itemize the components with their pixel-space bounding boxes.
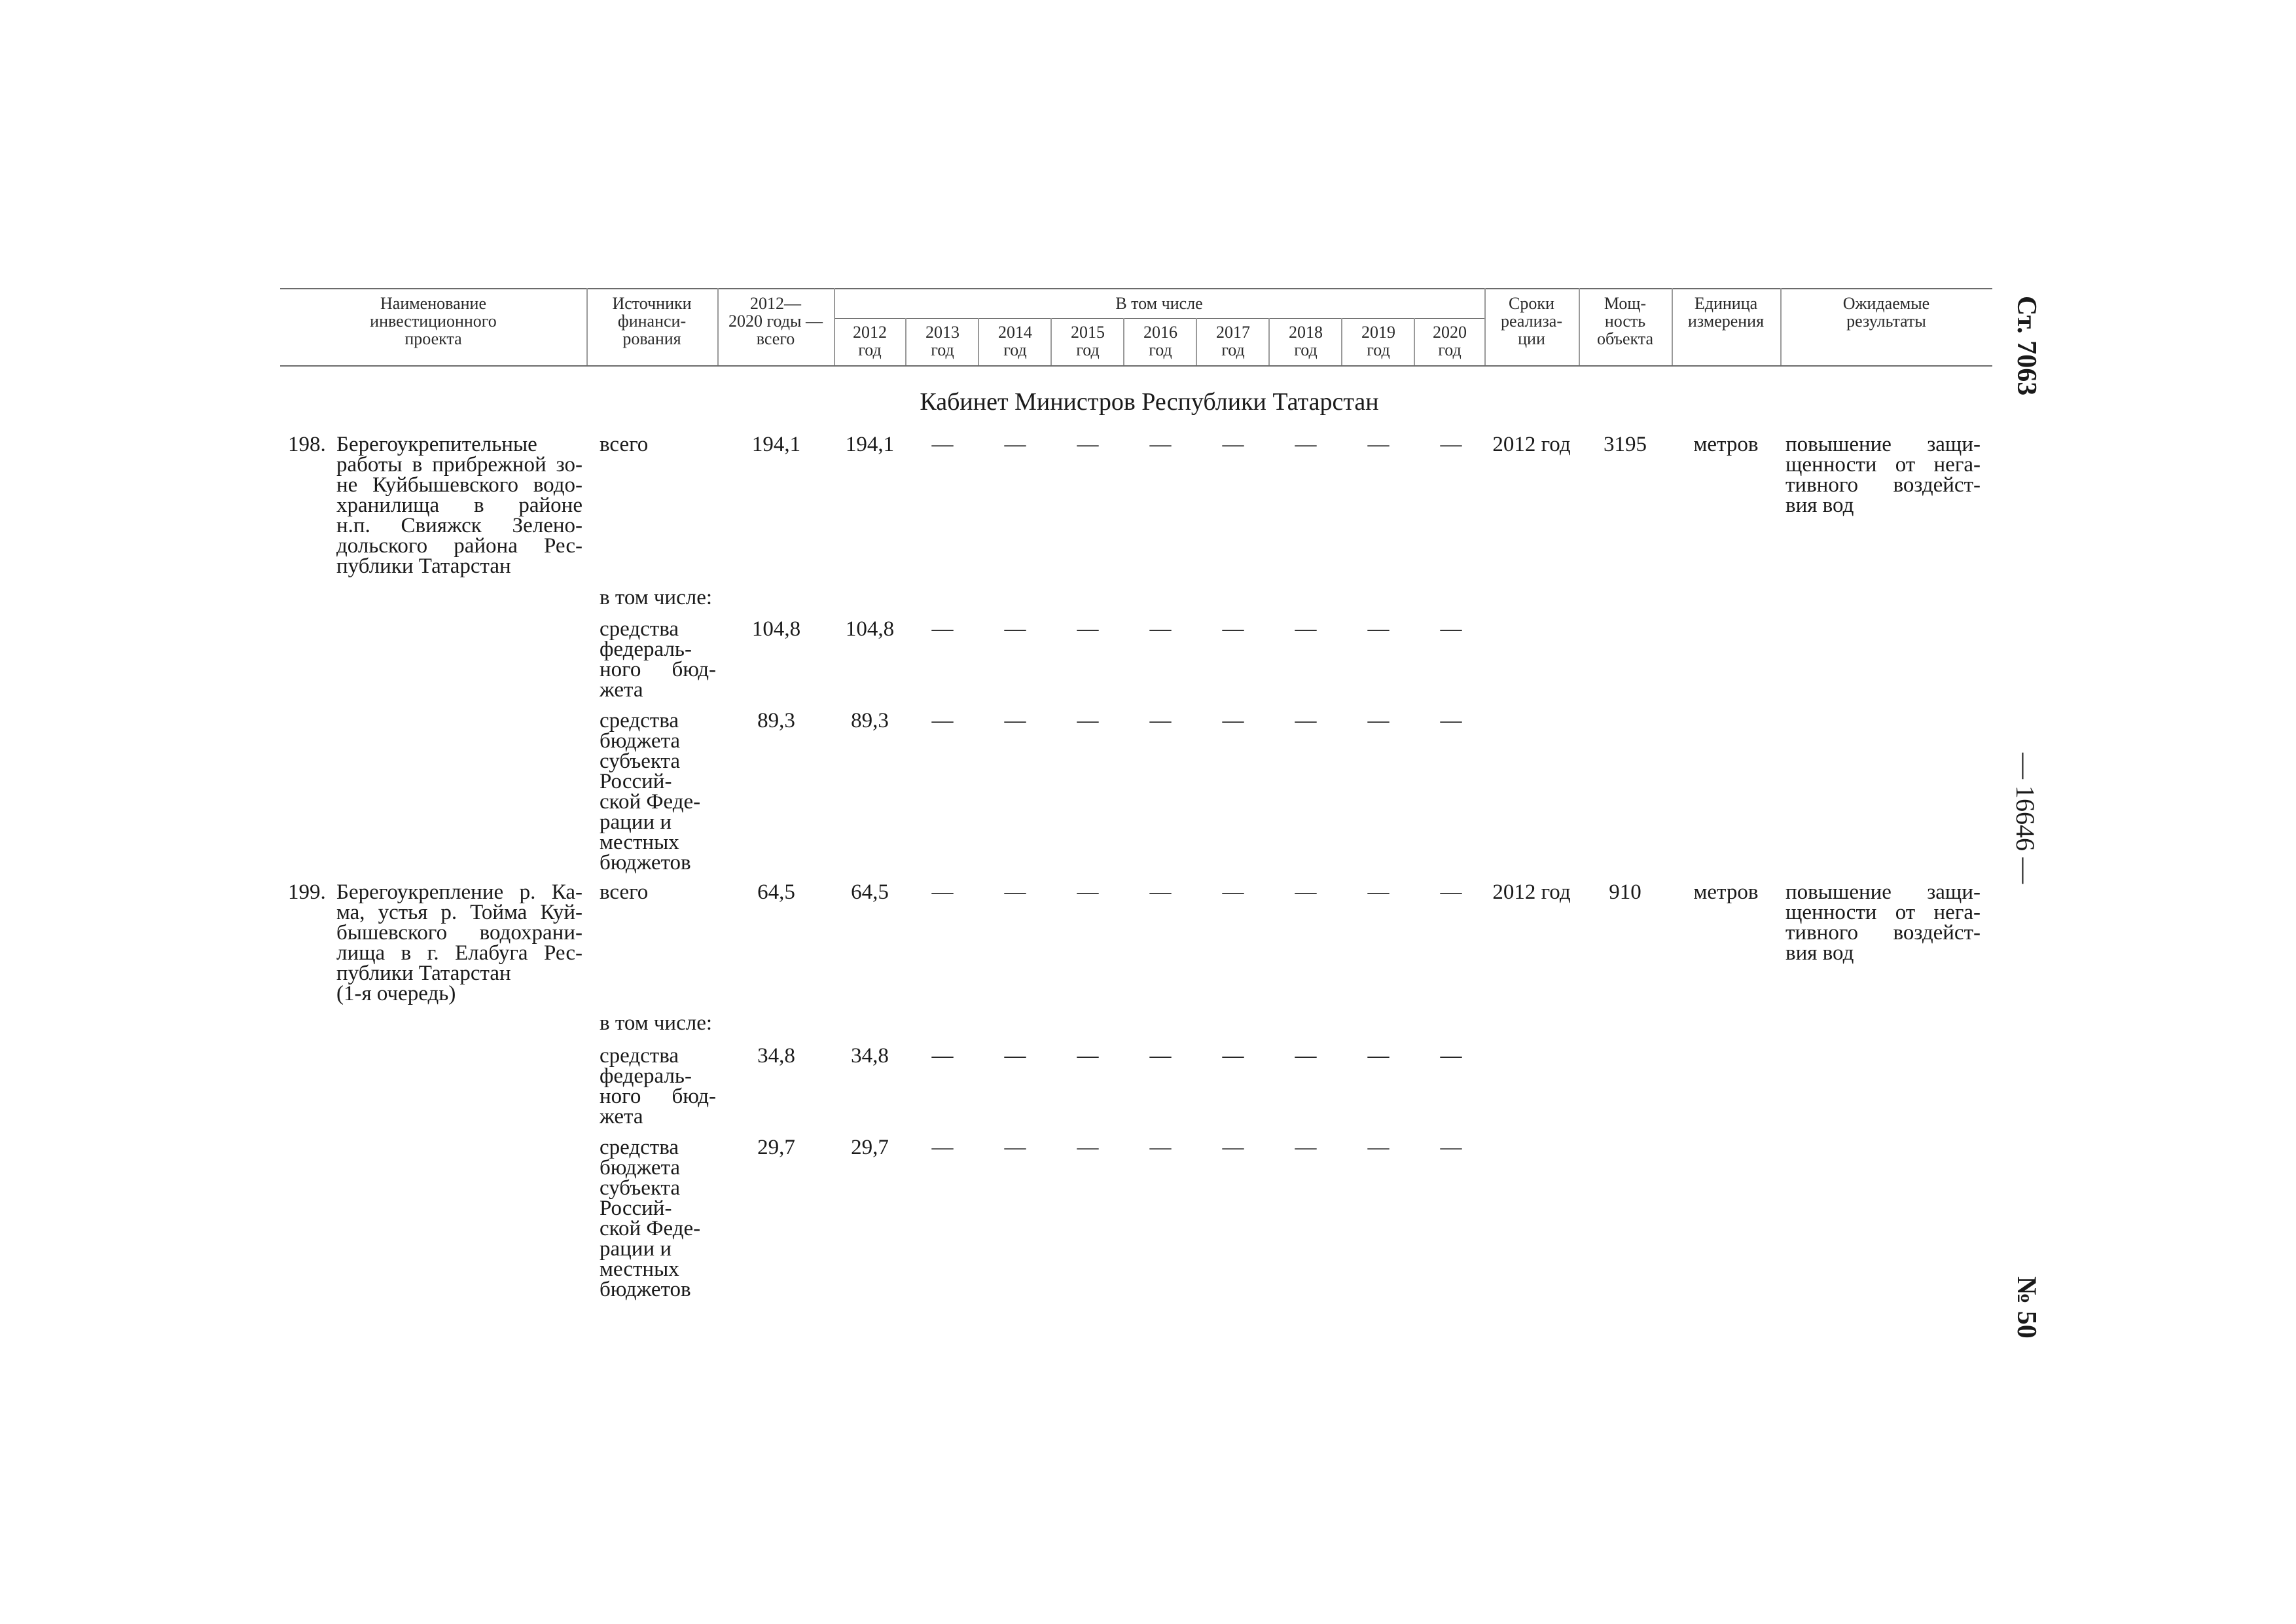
year-2020-value: — — [1440, 880, 1462, 904]
year-2013-value: — — [931, 1044, 954, 1068]
year-2013-value: — — [931, 709, 954, 732]
year-2018-value: — — [1295, 617, 1317, 641]
header-terms: Сроки реализа- ции — [1501, 294, 1562, 348]
page-number: — 16646 — — [2011, 753, 2040, 884]
year-2013-value: — — [931, 433, 954, 456]
source-regional: средства бюджета субъекта Россий- ской Феде- рации и местных бюджетов — [600, 709, 701, 875]
year-2016-value: — — [1149, 1136, 1172, 1159]
year-2013-value: — — [931, 1136, 954, 1159]
year-2017-value: — — [1222, 617, 1244, 641]
project-name: Берегоукрепление р. Ка- ма, устья р. Тойма Куй- бышевского водохрани- лища в г. Елабуга Рес- публики Татарстан (1-я очередь) — [336, 880, 583, 1005]
unit-value: метров — [1693, 880, 1759, 904]
year-2018-value: — — [1295, 880, 1317, 904]
year-2015-value: — — [1077, 617, 1099, 641]
term-value: 2012 год — [1492, 433, 1571, 456]
year-2016-value: — — [1149, 1044, 1172, 1068]
header-year-2016: 2016 год — [1143, 323, 1177, 359]
year-2015-value: — — [1077, 1136, 1099, 1159]
header-year-2017: 2017 год — [1216, 323, 1250, 359]
year-2018-value: — — [1295, 1136, 1317, 1159]
capacity-value: 3195 — [1604, 433, 1647, 456]
header-unit: Единица измерения — [1687, 294, 1765, 331]
source-federal: средства федераль- ного бюд- жета — [600, 1044, 716, 1128]
year-2012-value: 29,7 — [851, 1136, 889, 1159]
expected-result: повышение защи- щенности от нега- тивного воздейст- вия вод — [1785, 433, 1981, 517]
year-2014-value: — — [1004, 433, 1026, 456]
year-2020-value: — — [1440, 617, 1462, 641]
header-results: Ожидаемые результаты — [1842, 294, 1930, 331]
year-2016-value: — — [1149, 709, 1172, 732]
header-year-2013: 2013 год — [925, 323, 960, 359]
year-2012-value: 104,8 — [845, 617, 895, 641]
source-total: всего — [600, 880, 649, 904]
year-2014-value: — — [1004, 1136, 1026, 1159]
header-bottom-rule — [280, 365, 1992, 367]
issue-number: № 50 — [2011, 1276, 2041, 1339]
year-2014-value: — — [1004, 1044, 1026, 1068]
year-2014-value: — — [1004, 709, 1026, 732]
years-divider-rule — [834, 318, 1484, 319]
header-top-rule — [280, 288, 1992, 289]
year-2016-value: — — [1149, 433, 1172, 456]
project-name: Берегоукрепительные работы в прибрежной зо- не Куйбышевского водо- хранилища в районе н.п. Свияжск Зелено- дольского района Рес- публики Татарстан — [336, 433, 583, 578]
year-2019-value: — — [1367, 617, 1390, 641]
source-federal: средства федераль- ного бюд- жета — [600, 617, 716, 702]
year-2012-value: 34,8 — [851, 1044, 889, 1068]
year-2015-value: — — [1077, 880, 1099, 904]
year-2013-value: — — [931, 617, 954, 641]
year-2019-value: — — [1367, 433, 1390, 456]
year-2017-value: — — [1222, 709, 1244, 732]
year-2020-value: — — [1440, 1044, 1462, 1068]
header-year-2018: 2018 год — [1289, 323, 1323, 359]
project-number: 199. — [288, 880, 326, 904]
year-2017-value: — — [1222, 1136, 1244, 1159]
year-2020-value: — — [1440, 709, 1462, 732]
total-value: 194,1 — [751, 433, 801, 456]
total-value: 29,7 — [757, 1136, 795, 1159]
header-including: В том числе — [1115, 294, 1203, 313]
header-total: 2012— 2020 годы — всего — [728, 294, 823, 348]
header-year-2019: 2019 год — [1361, 323, 1395, 359]
year-2012-value: 64,5 — [851, 880, 889, 904]
year-2018-value: — — [1295, 1044, 1317, 1068]
year-2013-value: — — [931, 880, 954, 904]
including-label: в том числе: — [600, 586, 713, 609]
year-2017-value: — — [1222, 433, 1244, 456]
year-2020-value: — — [1440, 433, 1462, 456]
year-2015-value: — — [1077, 1044, 1099, 1068]
year-2016-value: — — [1149, 880, 1172, 904]
year-2017-value: — — [1222, 1044, 1244, 1068]
year-2017-value: — — [1222, 880, 1244, 904]
year-2018-value: — — [1295, 433, 1317, 456]
header-name: Наименование инвестиционного проекта — [370, 294, 497, 348]
year-2015-value: — — [1077, 433, 1099, 456]
including-label: в том числе: — [600, 1011, 713, 1035]
header-year-2014: 2014 год — [998, 323, 1032, 359]
header-year-2015: 2015 год — [1071, 323, 1105, 359]
total-value: 104,8 — [751, 617, 801, 641]
year-2015-value: — — [1077, 709, 1099, 732]
year-2020-value: — — [1440, 1136, 1462, 1159]
article-number: Ст. 7063 — [2011, 296, 2041, 396]
capacity-value: 910 — [1609, 880, 1641, 904]
expected-result: повышение защи- щенности от нега- тивного воздейст- вия вод — [1785, 880, 1981, 965]
year-2019-value: — — [1367, 1136, 1390, 1159]
header-sources: Источники финанси- рования — [612, 294, 692, 348]
year-2019-value: — — [1367, 1044, 1390, 1068]
total-value: 89,3 — [757, 709, 795, 732]
section-title: Кабинет Министров Республики Татарстан — [920, 388, 1379, 416]
year-2014-value: — — [1004, 617, 1026, 641]
term-value: 2012 год — [1492, 880, 1571, 904]
project-number: 198. — [288, 433, 326, 456]
source-regional: средства бюджета субъекта Россий- ской Феде- рации и местных бюджетов — [600, 1136, 701, 1301]
header-year-2012: 2012 год — [853, 323, 887, 359]
year-2012-value: 194,1 — [845, 433, 895, 456]
year-2018-value: — — [1295, 709, 1317, 732]
year-2019-value: — — [1367, 709, 1390, 732]
year-2016-value: — — [1149, 617, 1172, 641]
unit-value: метров — [1693, 433, 1759, 456]
header-capacity: Мощ- ность объекта — [1596, 294, 1654, 348]
header-year-2020: 2020 год — [1433, 323, 1467, 359]
source-total: всего — [600, 433, 649, 456]
total-value: 34,8 — [757, 1044, 795, 1068]
year-2019-value: — — [1367, 880, 1390, 904]
year-2012-value: 89,3 — [851, 709, 889, 732]
year-2014-value: — — [1004, 880, 1026, 904]
total-value: 64,5 — [757, 880, 795, 904]
